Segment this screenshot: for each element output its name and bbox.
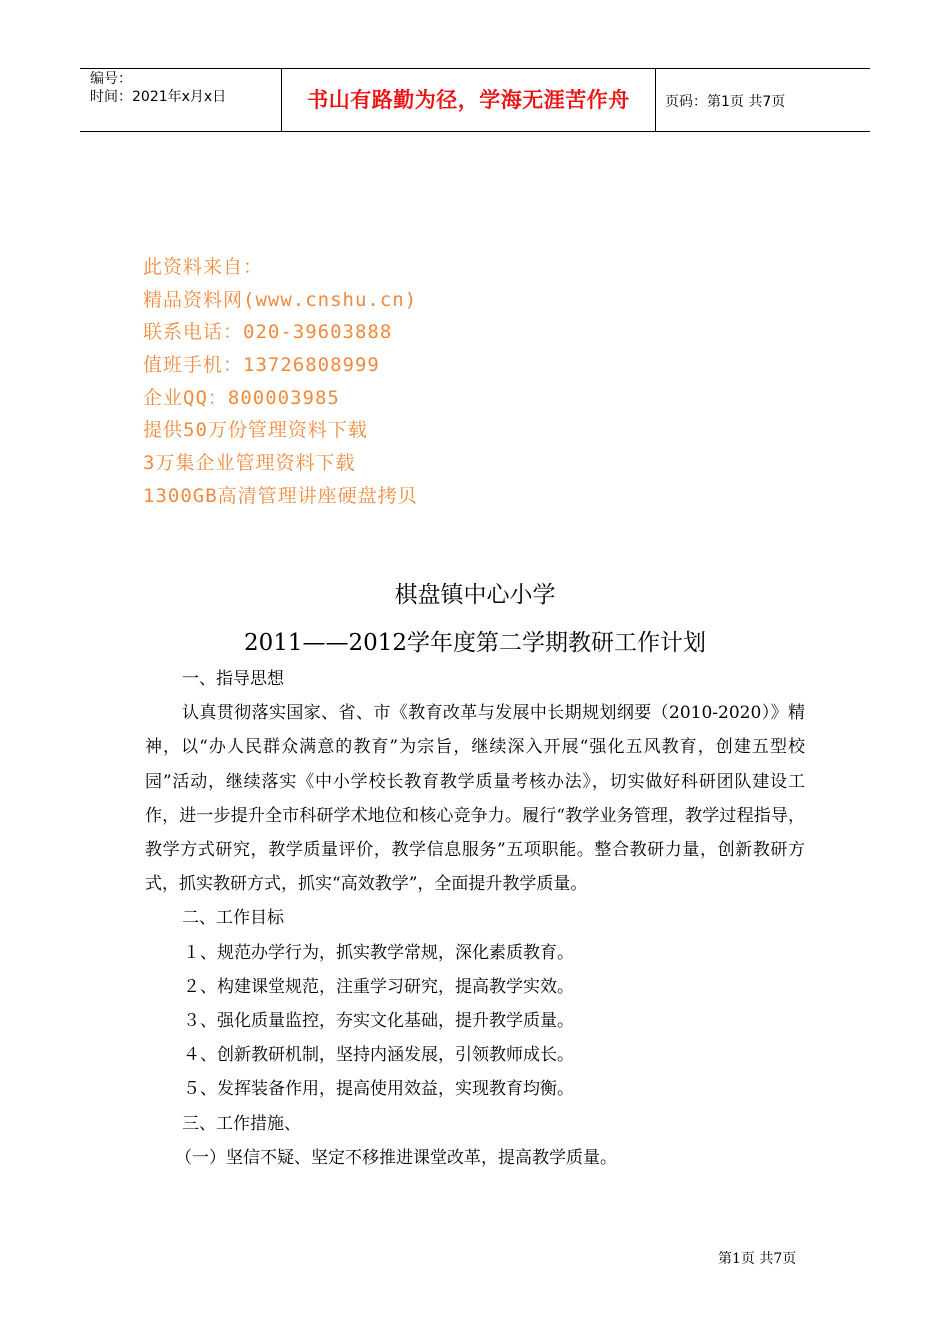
source-line: 联系电话：020-39603888 [143, 321, 393, 344]
source-line: 精品资料网(www.cnshu.cn) [143, 288, 418, 311]
page-footer: 第1页 共7页 [718, 1251, 797, 1267]
page-header [80, 68, 870, 132]
section-heading: 二、工作目标 [182, 908, 284, 929]
document-time-label: 时间：2021年x月x日 [90, 89, 227, 105]
header-motto: 书山有路勤为径，学海无涯苦作舟 [307, 88, 630, 112]
section-paragraph: 认真贯彻落实国家、省、市《教育改革与发展中长期规划纲要（2010-2020）》精神，以“办人民群众满意的教育”为宗旨，继续深入开展“强化五风教育，创建五型校园”活动，继续落实《中小学校长教育教学质量考核办法》，切实做好科研团队建设工作，进一步提升全市科研学术地位和核心竞争力。履行“教学业务管理，教学过程指导，教学方式研究，教学质量评价，教学信息服务”五项职能。整合教研力量，创新教研方式，抓实教研方式，抓实“高效教学”，全面提升教学质量。 [145, 703, 805, 895]
source-line: 企业QQ：800003985 [143, 386, 340, 409]
section-heading: 三、工作措施、 [182, 1113, 301, 1134]
source-line: 3万集企业管理资料下载 [143, 452, 356, 475]
section-heading: 一、指导思想 [182, 669, 284, 689]
goal-item: ３、强化质量监控，夯实文化基础，提升教学质量。 [183, 1011, 574, 1032]
source-line: 此资料来自： [143, 256, 264, 278]
header-page-info: 页码：第1页 共7页 [665, 94, 786, 110]
school-name: 棋盘镇中心小学 [394, 582, 556, 608]
header-page-cell [655, 69, 870, 131]
source-line: 值班手机：13726808999 [143, 354, 380, 377]
goal-item: ５、发挥装备作用，提高使用效益，实现教育均衡。 [183, 1079, 574, 1100]
goal-item: ２、构建课堂规范，注重学习研究，提高教学实效。 [183, 976, 574, 997]
source-line: 提供50万份管理资料下载 [143, 419, 368, 442]
source-line: 1300GB高清管理讲座硬盘拷贝 [143, 484, 418, 507]
document-title: 2011——2012学年度第二学期教研工作计划 [243, 630, 707, 656]
document-number-label: 编号： [90, 71, 132, 87]
header-left-cell [80, 69, 280, 131]
goal-item: ４、创新教研机制，坚持内涵发展，引领教师成长。 [183, 1045, 574, 1066]
document-body [145, 662, 805, 1175]
header-motto-cell [281, 69, 656, 131]
source-info-block [143, 251, 418, 513]
subsection-heading: （一）坚信不疑、坚定不移推进课堂改革，提高教学质量。 [175, 1147, 617, 1168]
goal-item: １、规范办学行为，抓实教学常规，深化素质教育。 [183, 942, 574, 963]
